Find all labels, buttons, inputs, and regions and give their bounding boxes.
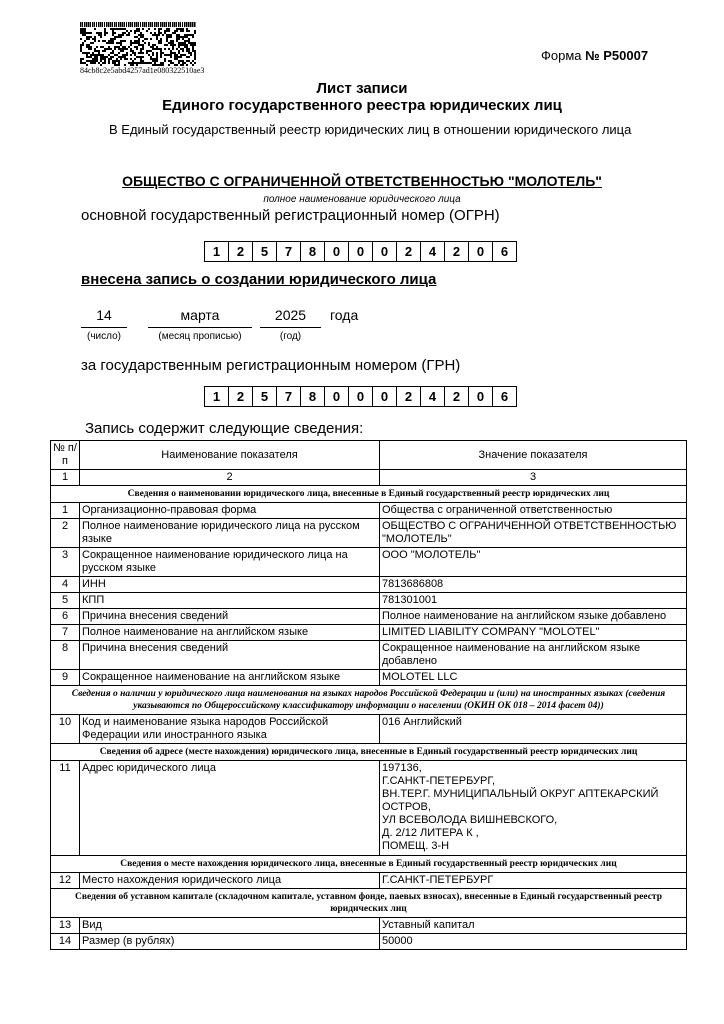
table-row bbox=[51, 577, 687, 593]
ogrn-digit: 6 bbox=[500, 244, 509, 259]
company-name-caption: полное наименование юридического лица bbox=[263, 194, 461, 205]
table-row bbox=[51, 715, 687, 744]
grn-digit: 0 bbox=[325, 387, 349, 406]
address-line: 197136, bbox=[382, 762, 422, 774]
document-subtitle: Единого государственного реестра юридических лиц bbox=[162, 97, 562, 114]
row-indicator-value: LIMITED LIABILITY COMPANY "MOLOTEL" bbox=[380, 625, 687, 641]
year-word: года bbox=[330, 307, 359, 323]
grn-digit: 6 bbox=[500, 389, 509, 404]
row-number: 13 bbox=[51, 918, 80, 934]
record-day: 14 bbox=[96, 307, 112, 323]
ogrn-digit: 1 bbox=[205, 242, 229, 261]
table-section-heading bbox=[51, 856, 687, 873]
barcode-image bbox=[80, 22, 196, 66]
row-number: 4 bbox=[51, 577, 80, 593]
row-number: 3 bbox=[51, 548, 80, 577]
header-name: Наименование показателя bbox=[80, 441, 380, 470]
row-indicator-name: КПП bbox=[80, 593, 380, 609]
day-underline bbox=[81, 327, 127, 328]
table-row bbox=[51, 519, 687, 548]
row-indicator-name: Код и наименование языка народов Российской Федерации или иностранного языка bbox=[80, 715, 380, 744]
table-section-heading bbox=[51, 744, 687, 761]
row-indicator-name: Полное наименование на английском языке bbox=[80, 625, 380, 641]
address-line: Г.САНКТ-ПЕТЕРБУРГ, bbox=[382, 775, 496, 787]
grn-digit: 0 bbox=[349, 387, 373, 406]
company-full-name: ОБЩЕСТВО С ОГРАНИЧЕННОЙ ОТВЕТСТВЕННОСТЬЮ "МОЛОТЕЛЬ" bbox=[122, 173, 602, 189]
header-index-num: 1 bbox=[51, 470, 80, 486]
header-index-name: 2 bbox=[80, 470, 380, 486]
ogrn-digit: 2 bbox=[397, 242, 421, 261]
section-heading-text: Сведения о наименовании юридического лица, внесенные в Единый государственный реестр юридических лиц bbox=[51, 486, 687, 503]
grn-label: за государственным регистрационным номером (ГРН) bbox=[81, 357, 461, 374]
ogrn-digit: 0 bbox=[373, 242, 397, 261]
row-number: 7 bbox=[51, 625, 80, 641]
section-heading-text: Сведения об адресе (месте нахождения) юридического лица, внесенные в Единый государственный реестр юридических лиц bbox=[51, 744, 687, 761]
row-number: 8 bbox=[51, 641, 80, 670]
row-indicator-name: ИНН bbox=[80, 577, 380, 593]
row-indicator-name: Причина внесения сведений bbox=[80, 641, 380, 670]
row-number: 6 bbox=[51, 609, 80, 625]
ogrn-digit: 8 bbox=[301, 242, 325, 261]
grn-digit: 0 bbox=[373, 387, 397, 406]
row-indicator-name: Сокращенное наименование на английском языке bbox=[80, 670, 380, 686]
address-line: ВН.ТЕР.Г. МУНИЦИПАЛЬНЫЙ ОКРУГ АПТЕКАРСКИЙ ОСТРОВ, bbox=[382, 788, 659, 813]
ogrn-digit: 0 bbox=[325, 242, 349, 261]
ogrn-digit: 0 bbox=[349, 242, 373, 261]
section-heading-text: Сведения о месте нахождения юридического лица, внесенные в Единый государственный реестр юридических лиц bbox=[51, 856, 687, 873]
table-row bbox=[51, 593, 687, 609]
record-created-text: внесена запись о создании юридического лица bbox=[81, 271, 437, 288]
grn-digit: 7 bbox=[277, 387, 301, 406]
intro-text: В Единый государственный реестр юридических лиц в отношении юридического лица bbox=[109, 122, 632, 137]
row-indicator-value: Уставный капитал bbox=[380, 918, 687, 934]
row-indicator-value: 7813686808 bbox=[380, 577, 687, 593]
table-row bbox=[51, 873, 687, 889]
address-line: Д. 2/12 ЛИТЕРА К , bbox=[382, 827, 479, 839]
ogrn-digit: 2 bbox=[445, 242, 469, 261]
section-heading-text: Сведения о наличии у юридического лица наименования на языках народов Российской Федерации и (или) на иностранных языках (сведения указываются по Общероссийскому классификатору информации о населении (ОКИН ОК 018 – 2014 фасет 04)) bbox=[51, 686, 687, 715]
row-indicator-value: 016 Английский bbox=[380, 715, 687, 744]
table-row bbox=[51, 761, 687, 856]
form-prefix: Форма bbox=[541, 48, 582, 63]
row-indicator-name: Вид bbox=[80, 918, 380, 934]
row-indicator-value: 781301001 bbox=[380, 593, 687, 609]
ogrn-digit: 4 bbox=[421, 242, 445, 261]
row-indicator-value: Полное наименование на английском языке добавлено bbox=[380, 609, 687, 625]
header-index-value: 3 bbox=[380, 470, 687, 486]
row-number: 12 bbox=[51, 873, 80, 889]
row-number: 9 bbox=[51, 670, 80, 686]
address-line: ПОМЕЩ. 3-Н bbox=[382, 840, 450, 852]
row-indicator-name: Адрес юридического лица bbox=[80, 761, 380, 856]
row-number: 5 bbox=[51, 593, 80, 609]
grn-digit: 8 bbox=[301, 387, 325, 406]
grn-digit: 4 bbox=[421, 387, 445, 406]
address-line: УЛ ВСЕВОЛОДА ВИШНЕВСКОГО, bbox=[382, 814, 558, 826]
row-indicator-name: Полное наименование юридического лица на русском языке bbox=[80, 519, 380, 548]
row-number: 14 bbox=[51, 934, 80, 950]
header-num: № п/п bbox=[51, 441, 80, 470]
ogrn-label: основной государственный регистрационный номер (ОГРН) bbox=[81, 207, 500, 224]
month-caption: (месяц прописью) bbox=[158, 331, 242, 342]
form-number bbox=[541, 48, 648, 63]
grn-digit: 5 bbox=[253, 387, 277, 406]
row-indicator-value bbox=[380, 761, 687, 856]
section-heading-text: Сведения об уставном капитале (складочном капитале, уставном фонде, паевых взносах), внесенные в Единый государственный реестр юридических лиц bbox=[51, 889, 687, 918]
row-number: 11 bbox=[51, 761, 80, 856]
row-indicator-name: Размер (в рублях) bbox=[80, 934, 380, 950]
row-indicator-value: MOLOTEL LLC bbox=[380, 670, 687, 686]
row-indicator-name: Причина внесения сведений bbox=[80, 609, 380, 625]
table-row bbox=[51, 641, 687, 670]
row-indicator-value: Общества с ограниченной ответственностью bbox=[380, 503, 687, 519]
grn-number-boxes bbox=[204, 386, 517, 407]
row-number: 1 bbox=[51, 503, 80, 519]
row-number: 10 bbox=[51, 715, 80, 744]
ogrn-digit: 7 bbox=[277, 242, 301, 261]
grn-digit: 2 bbox=[229, 387, 253, 406]
month-underline bbox=[148, 327, 252, 328]
table-section-heading bbox=[51, 486, 687, 503]
table-row bbox=[51, 918, 687, 934]
row-indicator-name: Организационно-правовая форма bbox=[80, 503, 380, 519]
document-hash: 84cb8c2e5abd4257ad1e080322510ae3 bbox=[80, 66, 205, 75]
record-year: 2025 bbox=[274, 307, 307, 323]
ogrn-number-boxes bbox=[204, 241, 517, 262]
table-row bbox=[51, 625, 687, 641]
row-number: 2 bbox=[51, 519, 80, 548]
ogrn-digit: 5 bbox=[253, 242, 277, 261]
grn-digit: 2 bbox=[445, 387, 469, 406]
row-indicator-value: ОБЩЕСТВО С ОГРАНИЧЕННОЙ ОТВЕТСТВЕННОСТЬЮ "МОЛОТЕЛЬ" bbox=[380, 519, 687, 548]
row-indicator-value: 50000 bbox=[380, 934, 687, 950]
row-indicator-name: Сокращенное наименование юридического лица на русском языке bbox=[80, 548, 380, 577]
table-row bbox=[51, 934, 687, 950]
table-header-index-row bbox=[51, 470, 687, 486]
row-indicator-value: Г.САНКТ-ПЕТЕРБУРГ bbox=[380, 873, 687, 889]
day-caption: (число) bbox=[87, 331, 121, 342]
year-caption: (год) bbox=[279, 331, 302, 342]
table-row bbox=[51, 548, 687, 577]
row-indicator-value: Сокращенное наименование на английском языке добавлено bbox=[380, 641, 687, 670]
header-value: Значение показателя bbox=[380, 441, 687, 470]
form-code: № Р50007 bbox=[585, 48, 649, 63]
table-section-heading bbox=[51, 686, 687, 715]
ogrn-digit: 0 bbox=[469, 242, 493, 261]
row-indicator-value: ООО "МОЛОТЕЛЬ" bbox=[380, 548, 687, 577]
grn-digit: 1 bbox=[205, 387, 229, 406]
record-month: марта bbox=[180, 307, 220, 323]
row-indicator-name: Место нахождения юридического лица bbox=[80, 873, 380, 889]
table-section-heading bbox=[51, 889, 687, 918]
table-row bbox=[51, 503, 687, 519]
document-title: Лист записи bbox=[316, 80, 408, 97]
grn-digit: 2 bbox=[397, 387, 421, 406]
table-header-row bbox=[51, 441, 687, 470]
grn-digit: 0 bbox=[469, 387, 493, 406]
record-contents-label: Запись содержит следующие сведения: bbox=[85, 420, 364, 437]
table-row bbox=[51, 609, 687, 625]
ogrn-digit: 2 bbox=[229, 242, 253, 261]
record-details-table bbox=[50, 440, 687, 950]
table-row bbox=[51, 670, 687, 686]
year-underline bbox=[260, 327, 321, 328]
